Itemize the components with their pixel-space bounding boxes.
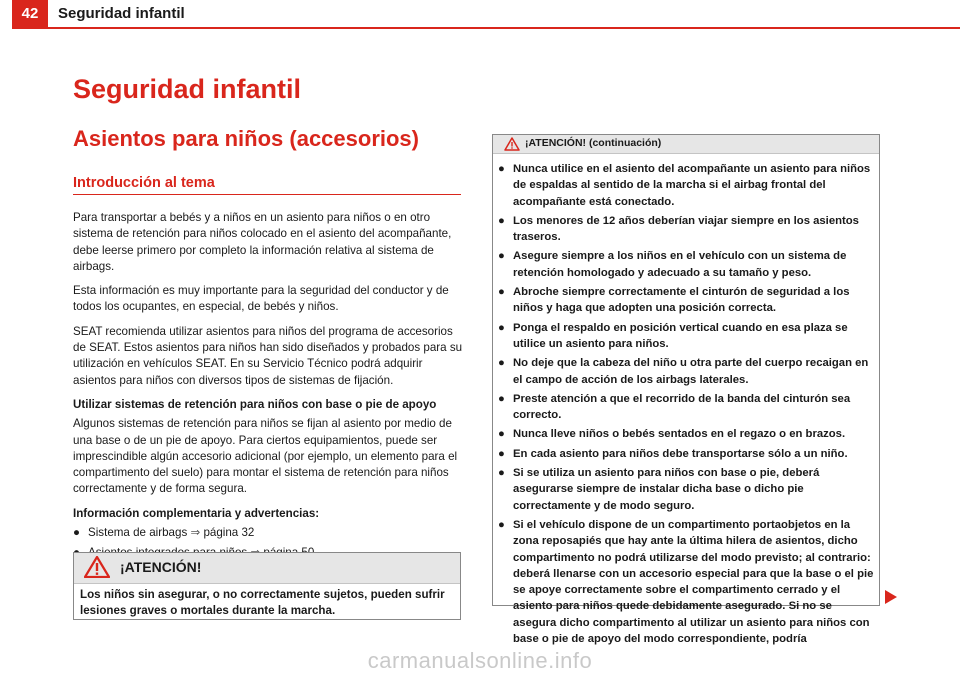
bullet-icon: ●	[498, 428, 505, 441]
arrow-icon: ⇒	[190, 526, 201, 540]
list-item: ● Preste atención a que el recorrido de la banda del cinturón sea correcto.	[498, 391, 877, 424]
paragraph: Esta información es muy importante para la seguridad del conductor y de todos los ocupantes, en especial, de bebés y niños.	[73, 284, 449, 314]
bullet-icon: ●	[73, 526, 81, 540]
bullet-icon: ●	[498, 392, 505, 405]
list-item: ● Los menores de 12 años deberían viajar siempre en los asientos traseros.	[498, 213, 877, 246]
warning-box	[73, 552, 461, 620]
header-divider	[12, 27, 960, 29]
list-item: ● Ponga el respaldo en posición vertical cuando en esa plaza se utilice un asiento para niños.	[498, 320, 877, 353]
subsection-heading: Introducción al tema	[73, 175, 215, 191]
bullet-icon: ●	[498, 250, 505, 263]
list-item: ● Abroche siempre correctamente el cinturón de seguridad a los niños y haga que adopten una posición correcta.	[498, 284, 877, 317]
warning-text: Los niños sin asegurar, o no correctamente sujetos, pueden sufrir lesiones graves o mortales durante la marcha.	[80, 588, 445, 617]
fixation-text: Algunos sistemas de retención para niños se fijan al asiento por medio de una base o de un pie de apoyo. Para ciertos equipamientos, puede ser imprescindible algún accesorio adicional (por ejemplo, un elemento para el compartimento del suelo) para montar el sistema de retención para niños correctamente y de forma segura.	[73, 417, 458, 496]
list-item: ● Si se utiliza un asiento para niños con base o pie, deberá asegurarse siempre de instalar dicha base o dicho pie correctamente y de modo seguro.	[498, 465, 877, 514]
page-header	[0, 0, 960, 28]
warning-continued-box	[492, 134, 880, 646]
subsection-divider	[73, 194, 461, 195]
header-title: Seguridad infantil	[58, 5, 185, 22]
section-heading: Asientos para niños (accesorios)	[73, 126, 419, 151]
watermark: carmanualsonline.info	[367, 648, 593, 673]
bullet-icon: ●	[498, 357, 505, 370]
list-item: ● En cada asiento para niños debe transportarse sólo a un niño.	[498, 446, 877, 462]
page-number: 42	[12, 0, 48, 27]
bullet-icon: ●	[498, 286, 505, 299]
warning-header	[74, 553, 460, 584]
bullet-icon: ●	[498, 447, 505, 460]
bullet-icon: ●	[498, 467, 505, 480]
paragraph: Para transportar a bebés y a niños en un asiento para niños o en otro sistema de retención para niños colocado en el asiento del acompañante, debe leerse primero por completo la información relativa al sistema de airbags.	[73, 211, 452, 273]
references-heading: Información complementaria y advertencias:	[73, 506, 320, 520]
page-title: Seguridad infantil	[73, 74, 302, 104]
list-item: ● Nunca utilice en el asiento del acompañante un asiento para niños de espaldas al sentido de la marcha si el airbag frontal del acompañante está conectado.	[498, 161, 877, 210]
warning-title: ¡ATENCIÓN!	[120, 559, 202, 575]
warning-icon	[504, 137, 520, 151]
warning-continued-title: ¡ATENCIÓN! (continuación)	[525, 137, 662, 149]
list-item: ● No deje que la cabeza del niño u otra parte del cuerpo recaigan en el campo de acción de los airbags laterales.	[498, 355, 877, 388]
warning-continued-header	[493, 135, 879, 154]
bullet-icon: ●	[498, 214, 505, 227]
bullet-icon: ●	[498, 518, 505, 531]
list-item: ● Nunca lleve niños o bebés sentados en el regazo o en brazos.	[498, 426, 877, 442]
left-column	[73, 210, 465, 566]
continue-arrow-icon	[885, 590, 897, 604]
reference-item	[73, 525, 465, 541]
bullet-icon: ●	[498, 321, 505, 334]
list-item: ● Asegure siempre a los niños en el vehículo con un sistema de retención homologado y adecuado a su tamaño y peso.	[498, 248, 877, 281]
reference-page-link[interactable]: página 32	[203, 526, 255, 540]
warning-continued-list	[493, 154, 879, 647]
reference-label: Sistema de airbags	[88, 526, 188, 540]
bullet-icon: ●	[498, 163, 505, 175]
paragraph: SEAT recomienda utilizar asientos para niños del programa de accesorios de SEAT. Estos asientos para niños han sido diseñados y probados para su utilización en vehículos SEAT. En su Servicio Técnico podrá adquirir asientos para niños con diversos tipos de sistemas de fijación.	[73, 324, 463, 387]
fixation-heading: Utilizar sistemas de retención para niños con base o pie de apoyo	[73, 397, 437, 411]
list-item: ● Si el vehículo dispone de un compartimento portaobjetos en la zona reposapiés que hay ante la última hilera de asientos, dicho compartimento no podrá utilizarse del modo previsto; al contrario: deberá llenarse con un accesorio especial para que la base o el pie se apoye correctamente sobre el compartimento cerrado y el asiento para niños quede debidamente asegurado. Si no se asegura dicho compartimento al utilizar un asiento para niños con base o pie de apoyo del modo correspondiente, podría	[498, 517, 877, 647]
warning-icon	[84, 556, 110, 578]
